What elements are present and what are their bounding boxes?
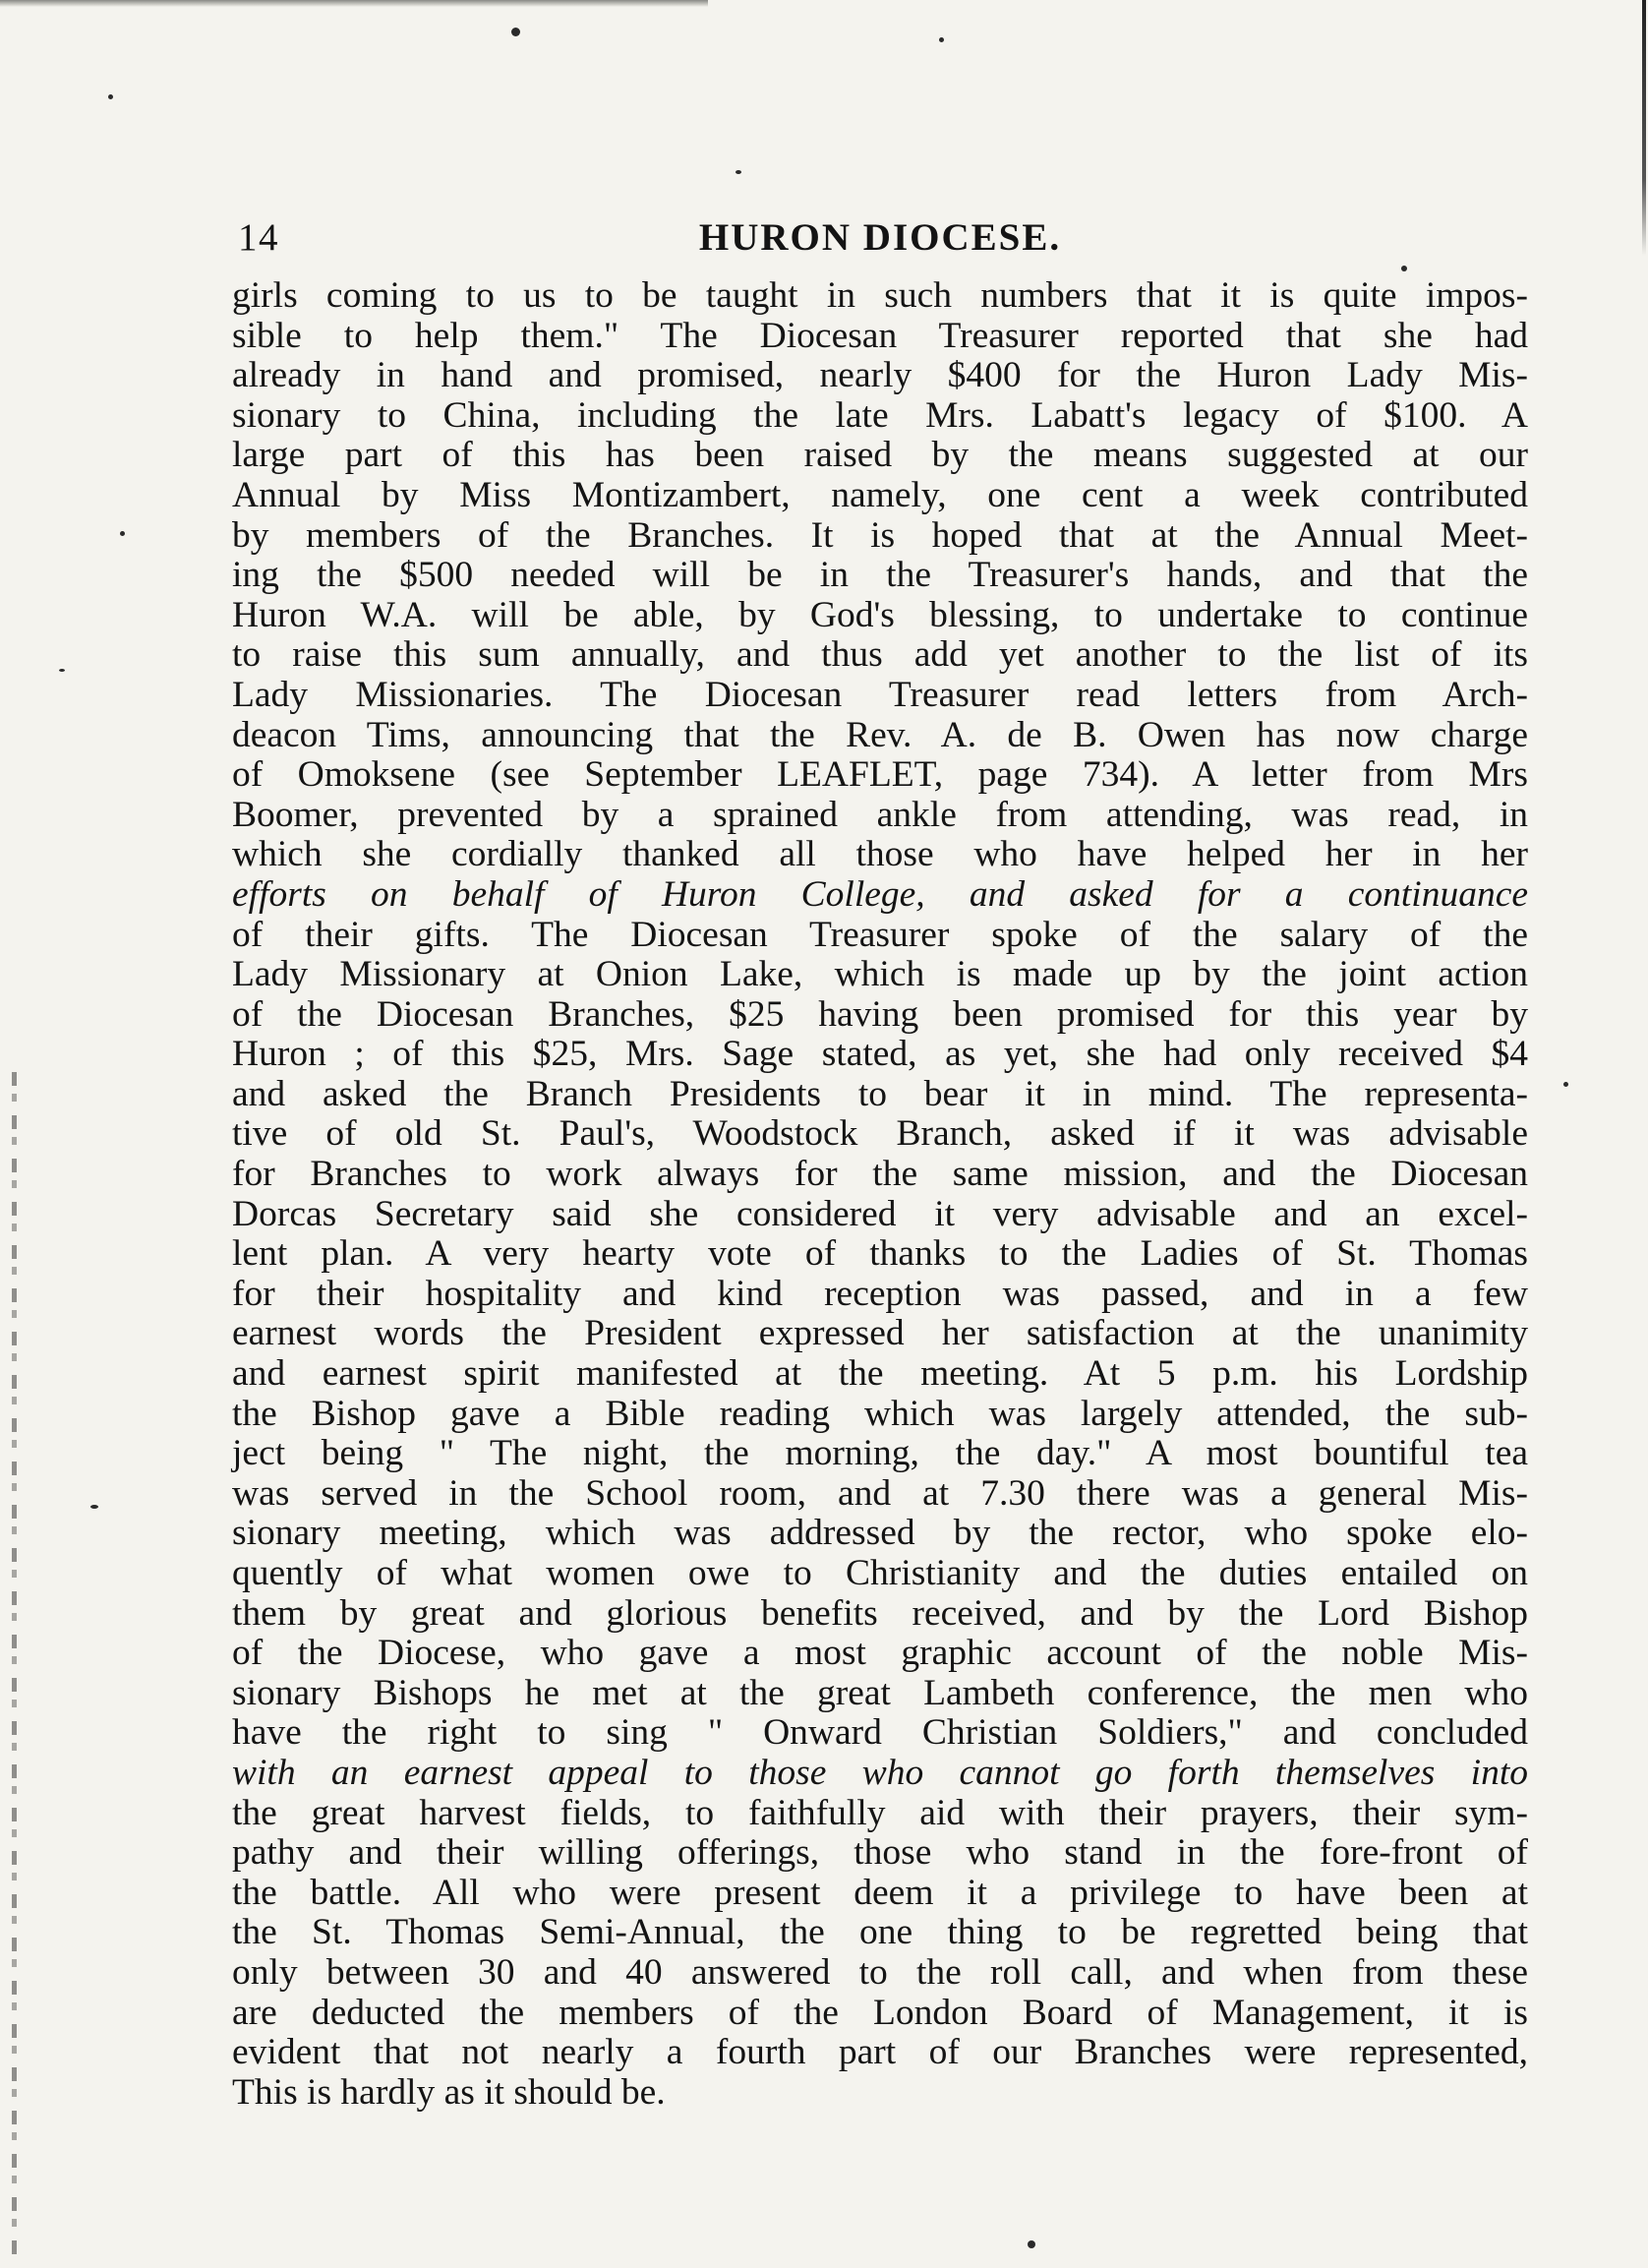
text-line: and earnest spirit manifested at the meeting. At 5 p.m. his Lordship — [232, 1353, 1528, 1395]
text-line: of their gifts. The Diocesan Treasurer spoke of the salary of the — [232, 914, 1528, 955]
text-line: Huron W.A. will be able, by God's blessing, to undertake to continue — [232, 594, 1528, 635]
scan-edge-left — [12, 1072, 17, 2262]
text-line: was served in the School room, and at 7.30 there was a general Mis- — [232, 1472, 1528, 1514]
body-paragraph — [232, 276, 1528, 2113]
text-line: for their hospitality and kind reception was passed, and in a few — [232, 1273, 1528, 1314]
text-line: of Omoksene (see September LEAFLET, page 734). A letter from Mrs — [232, 754, 1528, 796]
text-line: This is hardly as it should be. — [232, 2071, 666, 2113]
text-line: tive of old St. Paul's, Woodstock Branch, asked if it was advisable — [232, 1113, 1528, 1155]
text-line: with an earnest appeal to those who cannot go forth themselves into — [232, 1752, 1528, 1793]
text-line: ing the $500 needed will be in the Treasurer's hands, and that the — [232, 555, 1528, 596]
text-line: evident that not nearly a fourth part of our Branches were represented, — [232, 2032, 1528, 2073]
scan-speck — [511, 28, 520, 36]
text-line: Annual by Miss Montizambert, namely, one cent a week contributed — [232, 474, 1528, 515]
text-line: the great harvest fields, to faithfully aid with their prayers, their sym- — [232, 1792, 1528, 1833]
text-line: Dorcas Secretary said she considered it very advisable and an excel- — [232, 1193, 1528, 1234]
scan-speck — [736, 170, 741, 174]
text-line: ject being " The night, the morning, the day." A most bountiful tea — [232, 1433, 1528, 1474]
running-title: HURON DIOCESE. — [698, 216, 1062, 259]
text-line: efforts on behalf of Huron College, and asked for a continuance — [232, 873, 1528, 915]
book-page — [232, 202, 1528, 2113]
text-line: for Branches to work always for the same mission, and the Diocesan — [232, 1154, 1528, 1195]
text-line: which she cordially thanked all those who have helped her in her — [232, 834, 1528, 875]
text-line: deacon Tims, announcing that the Rev. A. de B. Owen has now charge — [232, 714, 1528, 755]
scan-speck — [108, 94, 113, 99]
text-line: of the Diocesan Branches, $25 having been promised for this year by — [232, 993, 1528, 1035]
text-line: and asked the Branch Presidents to bear it in mind. The representa- — [232, 1073, 1528, 1114]
page-number: 14 — [238, 216, 279, 259]
text-line: lent plan. A very hearty vote of thanks to the Ladies of St. Thomas — [232, 1233, 1528, 1275]
text-line: Boomer, prevented by a sprained ankle from attending, was read, in — [232, 794, 1528, 835]
text-line: the battle. All who were present deem it a privilege to have been at — [232, 1872, 1528, 1913]
text-line: sible to help them." The Diocesan Treasurer reported that she had — [232, 315, 1528, 356]
text-line: sionary to China, including the late Mrs. Labatt's legacy of $100. A — [232, 394, 1528, 436]
running-head — [232, 202, 1528, 276]
text-line: sionary Bishops he met at the great Lambeth conference, the men who — [232, 1672, 1528, 1713]
text-line: Lady Missionaries. The Diocesan Treasurer read letters from Arch- — [232, 674, 1528, 715]
text-line: quently of what women owe to Christianity and the duties entailed on — [232, 1553, 1528, 1593]
text-line: the Bishop gave a Bible reading which was largely attended, the sub- — [232, 1393, 1528, 1434]
text-line: have the right to sing " Onward Christian Soldiers," and concluded — [232, 1712, 1528, 1754]
scan-speck — [1028, 2240, 1035, 2248]
text-line: them by great and glorious benefits received, and by the Lord Bishop — [232, 1592, 1528, 1634]
scan-speck — [120, 531, 125, 536]
text-line: the St. Thomas Semi-Annual, the one thing to be regretted being that — [232, 1912, 1528, 1953]
text-line: earnest words the President expressed her satisfaction at the unanimity — [232, 1313, 1528, 1354]
text-line: already in hand and promised, nearly $400 for the Huron Lady Mis- — [232, 355, 1528, 396]
text-line: sionary meeting, which was addressed by the rector, who spoke elo- — [232, 1513, 1528, 1554]
scan-edge-top — [0, 0, 708, 7]
text-line: only between 30 and 40 answered to the roll call, and when from these — [232, 1951, 1528, 1993]
scan-speck — [939, 37, 944, 42]
text-line: to raise this sum annually, and thus add yet another to the list of its — [232, 634, 1528, 676]
scan-speck — [1563, 1082, 1568, 1087]
text-line: Huron ; of this $25, Mrs. Sage stated, as yet, she had only received $4 — [232, 1034, 1528, 1075]
text-line: by members of the Branches. It is hoped that at the Annual Meet- — [232, 514, 1528, 556]
text-line: are deducted the members of the London Board of Management, it is — [232, 1992, 1528, 2033]
text-line: girls coming to us to be taught in such numbers that it is quite impos- — [232, 275, 1528, 316]
text-line: large part of this has been raised by the means suggested at our — [232, 435, 1528, 476]
scan-speck — [59, 669, 65, 672]
text-line: pathy and their willing offerings, those who stand in the fore-front of — [232, 1832, 1528, 1874]
text-line: Lady Missionary at Onion Lake, which is made up by the joint action — [232, 954, 1528, 995]
scan-edge-right — [1642, 0, 1646, 256]
scan-speck — [90, 1505, 98, 1509]
text-line: of the Diocese, who gave a most graphic account of the noble Mis- — [232, 1633, 1528, 1674]
